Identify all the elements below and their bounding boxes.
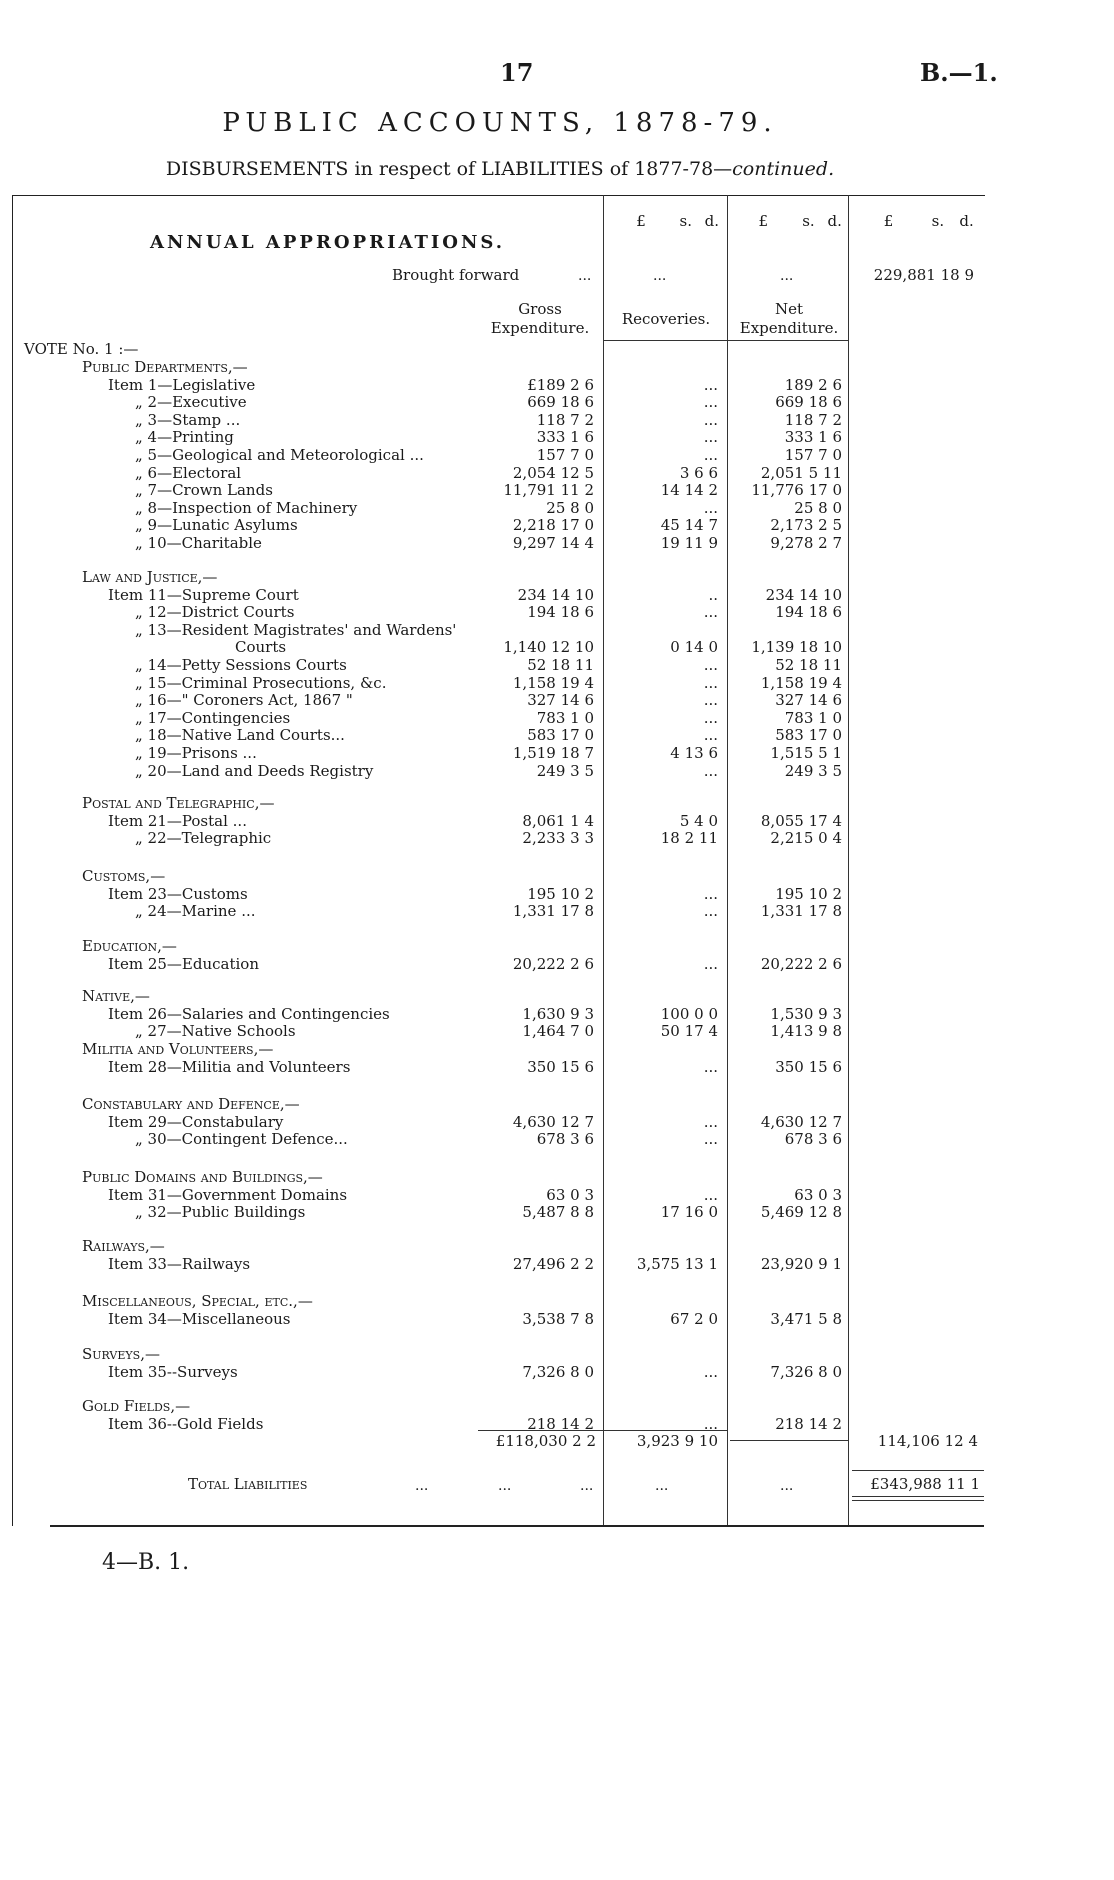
- net-expenditure: 234 14 10: [765, 585, 842, 604]
- section-title: Public Domains and Buildings,—: [82, 1168, 323, 1186]
- recoveries: ...: [703, 673, 718, 692]
- total-liabilities-gross: ...: [498, 1478, 512, 1494]
- currency-header-s: s.: [931, 212, 945, 230]
- recoveries: 14 14 2: [660, 481, 718, 500]
- net-expenditure: 23,920 9 1: [760, 1254, 842, 1273]
- item-label: Item 28—Militia and Volunteers: [108, 1057, 351, 1076]
- section-title: Education,—: [82, 937, 177, 955]
- net-header: [730, 300, 848, 338]
- recoveries: 18 2 11: [660, 829, 718, 848]
- item-label: Item 35--Surveys: [108, 1362, 238, 1381]
- recoveries: ...: [703, 393, 718, 412]
- net-expenditure: 63 0 3: [794, 1185, 842, 1204]
- net-expenditure: 9,278 2 7: [770, 534, 842, 552]
- brought-forward-net: ...: [780, 268, 794, 284]
- currency-header-d: d.: [704, 212, 719, 230]
- item-label: Item 29—Constabulary: [108, 1112, 284, 1131]
- gross-expenditure: 669 18 6: [527, 393, 594, 412]
- total-rule-final-top: [852, 1470, 984, 1471]
- section-title: Native,—: [82, 987, 150, 1005]
- gross-expenditure: 52 18 11: [527, 656, 594, 674]
- gross-expenditure: 1,630 9 3: [522, 1004, 594, 1023]
- header-rule: [603, 340, 848, 341]
- net-expenditure: 118 7 2: [784, 410, 842, 429]
- gross-expenditure: 3,538 7 8: [522, 1309, 594, 1328]
- currency-header-d: d.: [827, 212, 842, 230]
- item-label: Item 23—Customs: [108, 884, 248, 903]
- total-rule-final-2: [852, 1500, 984, 1501]
- recoveries: ..: [708, 585, 718, 604]
- section-title: Postal and Telegraphic,—: [82, 794, 275, 812]
- gross-expenditure: 350 15 6: [527, 1057, 594, 1076]
- item-label: Item 21—Postal ...: [108, 811, 247, 830]
- recoveries: ...: [703, 954, 718, 973]
- item-label: „ 19—Prisons ...: [135, 744, 257, 762]
- brought-forward-dots: ...: [578, 268, 592, 284]
- item-label: „ 8—Inspection of Machinery: [135, 498, 358, 517]
- gross-expenditure: 678 3 6: [536, 1130, 594, 1149]
- gross-expenditure: 2,218 17 0: [512, 516, 594, 535]
- net-expenditure: 1,530 9 3: [770, 1004, 842, 1023]
- brought-forward-rec: ...: [653, 268, 667, 284]
- item-label: Item 36--Gold Fields: [108, 1414, 264, 1433]
- section-title: Customs,—: [82, 867, 166, 885]
- gross-expenditure: 234 14 10: [517, 585, 594, 604]
- net-expenditure: 1,331 17 8: [760, 902, 842, 921]
- net-expenditure: 1,139 18 10: [751, 638, 842, 657]
- gross-expenditure: £189 2 6: [527, 375, 594, 394]
- net-expenditure: 333 1 6: [784, 428, 842, 447]
- item-label: Item 25—Education: [108, 954, 259, 973]
- recoveries: ...: [703, 410, 718, 429]
- col-divider-1: [603, 195, 604, 1525]
- gross-expenditure: 2,233 3 3: [522, 829, 594, 848]
- gross-expenditure: 218 14 2: [527, 1414, 594, 1433]
- item-label: „ 14—Petty Sessions Courts: [135, 656, 347, 674]
- recoveries: 45 14 7: [660, 516, 718, 535]
- gross-expenditure: 1,140 12 10: [503, 638, 594, 657]
- gross-header-2: Expenditure.: [490, 319, 590, 337]
- final-subtotal: 114,106 12 4: [877, 1432, 978, 1450]
- section-title: Miscellaneous, Special, etc.,—: [82, 1292, 313, 1310]
- recoveries: ...: [703, 1112, 718, 1131]
- gross-expenditure: 25 8 0: [546, 498, 594, 517]
- page-title: PUBLIC ACCOUNTS, 1878-79.: [222, 108, 778, 138]
- subtitle-continued: continued.: [732, 158, 835, 180]
- net-expenditure: 2,173 2 5: [770, 516, 842, 535]
- item-label: „ 3—Stamp ...: [135, 410, 241, 429]
- item-label: „ 20—Land and Deeds Registry: [135, 761, 374, 780]
- recoveries: 0 14 0: [670, 638, 718, 657]
- currency-header-pound: £: [883, 212, 894, 230]
- item-label: „ 4—Printing: [135, 428, 234, 447]
- net-expenditure: 20,222 2 6: [760, 954, 842, 973]
- net-header-1: Net: [774, 300, 804, 318]
- net-expenditure: 1,515 5 1: [770, 744, 842, 762]
- recoveries: ...: [703, 1362, 718, 1381]
- item-label: „ 9—Lunatic Asylums: [135, 516, 298, 535]
- recoveries: 3,575 13 1: [636, 1254, 718, 1273]
- recoveries: ...: [703, 1414, 718, 1433]
- item-label: „ 12—District Courts: [135, 603, 295, 622]
- recoveries: 17 16 0: [660, 1203, 718, 1222]
- section-title: Gold Fields,—: [82, 1397, 191, 1415]
- total-liabilities-label: Total Liabilities: [188, 1475, 308, 1493]
- recoveries: ...: [703, 1057, 718, 1076]
- item-label: „ 2—Executive: [135, 393, 247, 412]
- gross-expenditure: 2,054 12 5: [512, 463, 594, 482]
- currency-header-pound: £: [636, 212, 646, 230]
- recoveries: ...: [703, 708, 718, 727]
- net-expenditure: 2,215 0 4: [770, 829, 842, 848]
- item-label: „ 7—Crown Lands: [135, 481, 273, 500]
- currency-header-d: d.: [959, 212, 974, 230]
- recoveries: ...: [703, 902, 718, 921]
- recoveries: ...: [703, 726, 718, 745]
- net-expenditure: 583 17 0: [775, 726, 842, 745]
- net-expenditure: 350 15 6: [775, 1057, 842, 1076]
- gross-expenditure: 8,061 1 4: [522, 811, 594, 830]
- item-label: „ 22—Telegraphic: [135, 829, 272, 848]
- net-expenditure: 7,326 8 0: [770, 1362, 842, 1381]
- currency-header-s: s.: [679, 212, 692, 230]
- recoveries: ...: [703, 1185, 718, 1204]
- section-title: Public Departments,—: [82, 358, 248, 376]
- recoveries: 67 2 0: [670, 1309, 718, 1328]
- item-label: Item 11—Supreme Court: [108, 585, 299, 604]
- gross-expenditure: 157 7 0: [536, 446, 594, 464]
- gross-expenditure: 194 18 6: [527, 603, 594, 622]
- currency-header-pound: £: [758, 212, 769, 230]
- item-label: „ 17—Contingencies: [135, 708, 291, 727]
- recoveries-header: Recoveries.: [621, 310, 711, 328]
- total-liabilities-rec: ...: [655, 1478, 669, 1494]
- net-expenditure: 218 14 2: [775, 1414, 842, 1433]
- item-label: Item 26—Salaries and Contingencies: [108, 1004, 390, 1023]
- item-label: „ 27—Native Schools: [135, 1022, 296, 1041]
- item-label: Item 33—Railways: [108, 1254, 251, 1273]
- net-expenditure: 669 18 6: [775, 393, 842, 412]
- recoveries: ...: [703, 884, 718, 903]
- col-divider-3: [848, 195, 849, 1525]
- net-expenditure: 678 3 6: [784, 1130, 842, 1149]
- net-expenditure: 52 18 11: [775, 656, 842, 674]
- gross-header: [480, 300, 600, 338]
- net-expenditure: 5,469 12 8: [760, 1203, 842, 1222]
- total-liabilities-net: ...: [780, 1478, 794, 1494]
- recoveries: ...: [703, 446, 718, 464]
- net-header-2: Expenditure.: [739, 319, 839, 337]
- gross-expenditure: 11,791 11 2: [503, 481, 594, 500]
- net-expenditure: 195 10 2: [775, 884, 842, 903]
- item-label: „ 10—Charitable: [135, 534, 262, 552]
- gross-expenditure: 118 7 2: [536, 410, 594, 429]
- recoveries: ...: [703, 691, 718, 710]
- net-expenditure: 194 18 6: [775, 603, 842, 622]
- item-label: „ 6—Electoral: [135, 463, 242, 482]
- item-label: Courts: [235, 638, 287, 657]
- recoveries: ...: [703, 428, 718, 447]
- gross-expenditure: 9,297 14 4: [512, 534, 594, 552]
- recoveries: 100 0 0: [660, 1004, 718, 1023]
- recoveries: ...: [703, 603, 718, 622]
- section-title: Railways,—: [82, 1237, 165, 1255]
- vote-label: VOTE No. 1 :—: [24, 340, 139, 358]
- item-label: „ 18—Native Land Courts...: [135, 726, 345, 745]
- recoveries: ...: [703, 1130, 718, 1149]
- section-title: Constabulary and Defence,—: [82, 1095, 300, 1113]
- gross-expenditure: 195 10 2: [527, 884, 594, 903]
- gross-expenditure: 4,630 12 7: [512, 1112, 594, 1131]
- brought-forward-label: Brought forward: [392, 266, 520, 284]
- recoveries: ...: [703, 761, 718, 780]
- recoveries: 5 4 0: [679, 811, 718, 830]
- gross-expenditure: 333 1 6: [536, 428, 594, 447]
- gross-total: £118,030 2 2: [495, 1432, 596, 1450]
- item-label: „ 13—Resident Magistrates' and Wardens': [135, 620, 457, 639]
- net-expenditure: 249 3 5: [784, 761, 842, 780]
- item-label: „ 24—Marine ...: [135, 902, 256, 921]
- total-liabilities-gross2: ...: [580, 1478, 594, 1494]
- net-expenditure: 157 7 0: [784, 446, 842, 464]
- item-label: „ 15—Criminal Prosecutions, &c.: [135, 673, 387, 692]
- net-expenditure: 25 8 0: [794, 498, 842, 517]
- recoveries: ...: [703, 375, 718, 394]
- gross-expenditure: 783 1 0: [536, 708, 594, 727]
- brought-forward-total: 229,881 18 9: [873, 266, 974, 284]
- subtitle-main: DISBURSEMENTS in respect of LIABILITIES of 1877-78—: [165, 158, 733, 180]
- gross-expenditure: 583 17 0: [527, 726, 594, 745]
- total-liabilities-amount: £343,988 11 1: [870, 1475, 980, 1493]
- total-rule-net: [730, 1440, 848, 1441]
- item-label: „ 5—Geological and Meteorological ...: [135, 446, 424, 464]
- recoveries: 19 11 9: [660, 534, 718, 552]
- page-number: 17: [500, 58, 534, 87]
- net-expenditure: 11,776 17 0: [751, 481, 842, 500]
- net-expenditure: 3,471 5 8: [770, 1309, 842, 1328]
- item-label: „ 16—" Coroners Act, 1867 ": [135, 691, 353, 710]
- recoveries: 4 13 6: [670, 744, 718, 762]
- recoveries-total: 3,923 9 10: [636, 1432, 718, 1450]
- gross-expenditure: 327 14 6: [527, 691, 594, 710]
- document-code: B.—1.: [920, 58, 998, 87]
- gross-expenditure: 1,464 7 0: [522, 1022, 594, 1041]
- total-liabilities-dots: ...: [415, 1478, 429, 1494]
- gross-expenditure: 1,519 18 7: [512, 744, 594, 762]
- gross-expenditure: 249 3 5: [536, 761, 594, 780]
- recoveries: ...: [703, 498, 718, 517]
- col-divider-2: [727, 195, 728, 1525]
- recoveries: 50 17 4: [660, 1022, 718, 1041]
- recoveries: ...: [703, 656, 718, 674]
- gross-expenditure: 1,158 19 4: [512, 673, 594, 692]
- item-label: Item 34—Miscellaneous: [108, 1309, 291, 1328]
- item-label: Item 1—Legislative: [108, 375, 256, 394]
- section-title: Surveys,—: [82, 1345, 160, 1363]
- net-expenditure: 1,158 19 4: [760, 673, 842, 692]
- net-expenditure: 783 1 0: [784, 708, 842, 727]
- page-subtitle: [0, 158, 1000, 180]
- item-label: Item 31—Government Domains: [108, 1185, 348, 1204]
- net-expenditure: 1,413 9 8: [770, 1022, 842, 1041]
- gross-expenditure: 27,496 2 2: [512, 1254, 594, 1273]
- gross-expenditure: 63 0 3: [546, 1185, 594, 1204]
- footer-signature: 4—B. 1.: [102, 1550, 190, 1575]
- gross-header-1: Gross: [518, 300, 562, 318]
- gross-expenditure: 7,326 8 0: [522, 1362, 594, 1381]
- net-expenditure: 8,055 17 4: [760, 811, 842, 830]
- currency-header-s: s.: [802, 212, 815, 230]
- gross-expenditure: 20,222 2 6: [512, 954, 594, 973]
- net-expenditure: 4,630 12 7: [760, 1112, 842, 1131]
- recoveries: 3 6 6: [679, 463, 718, 482]
- section-title: Law and Justice,—: [82, 568, 218, 586]
- table-bottom-rule: [50, 1525, 984, 1527]
- gross-expenditure: 5,487 8 8: [522, 1203, 594, 1222]
- gross-expenditure: 1,331 17 8: [512, 902, 594, 921]
- item-label: „ 32—Public Buildings: [135, 1203, 306, 1222]
- section-title: Militia and Volunteers,—: [82, 1040, 274, 1058]
- item-label: „ 30—Contingent Defence...: [135, 1130, 348, 1149]
- total-rule-final-1: [852, 1496, 984, 1497]
- annual-appropriations-heading: ANNUAL APPROPRIATIONS.: [150, 232, 506, 253]
- net-expenditure: 327 14 6: [775, 691, 842, 710]
- net-expenditure: 189 2 6: [784, 375, 842, 394]
- net-expenditure: 2,051 5 11: [760, 463, 842, 482]
